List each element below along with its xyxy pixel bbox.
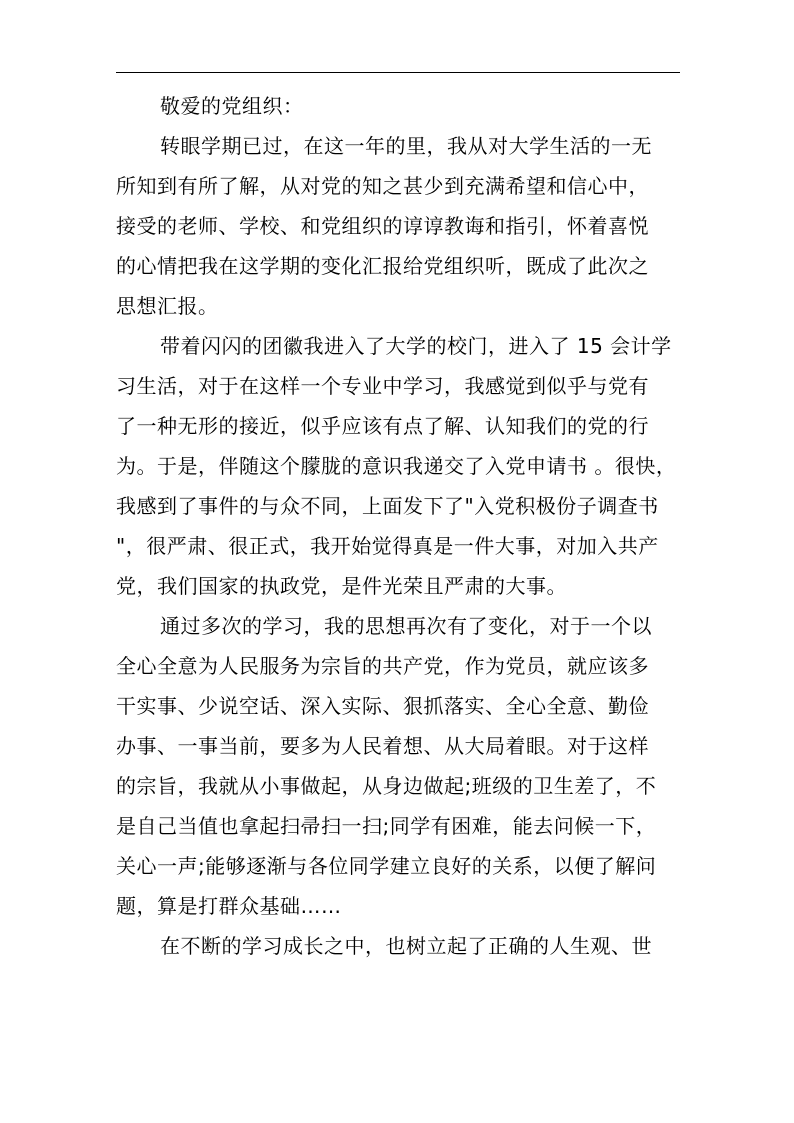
paragraph-line: 的心情把我在这学期的变化汇报给党组织听，既成了此次之 xyxy=(116,254,649,278)
paragraph-line: 我感到了事件的与众不同，上面发下了"入党积极份子调查书 xyxy=(116,494,659,518)
paragraph-line: 习生活，对于在这样一个专业中学习，我感觉到似乎与党有 xyxy=(116,374,649,398)
paragraph-line: 转眼学期已过，在这一年的里，我从对大学生活的一无 xyxy=(160,134,652,158)
paragraph-line: 了一种无形的接近，似乎应该有点了解、认知我们的党的行 xyxy=(116,414,649,438)
paragraph-line: 接受的老师、学校、和党组织的谆谆教诲和指引，怀着喜悦 xyxy=(116,214,649,238)
paragraph-line: 为。于是，伴随这个朦胧的意识我递交了入党申请书 。很快， xyxy=(116,454,677,478)
header-rule xyxy=(116,72,680,73)
paragraph-line: 是自己当值也拿起扫帚扫一扫;同学有困难，能去问候一下， xyxy=(116,814,657,838)
document-body xyxy=(116,86,680,966)
paragraph-line: 题，算是打群众基础…… xyxy=(116,894,342,918)
paragraph-line: 关心一声;能够逐渐与各位同学建立良好的关系，以便了解问 xyxy=(116,854,657,878)
paragraph-line: 思想汇报。 xyxy=(116,294,219,318)
paragraph-3 xyxy=(116,606,680,926)
salutation xyxy=(116,86,680,126)
paragraph-line: 干实事、少说空话、深入实际、狠抓落实、全心全意、勤俭 xyxy=(116,694,649,718)
paragraph-line: "，很严肃、很正式，我开始觉得真是一件大事，对加入共产 xyxy=(116,534,659,558)
paragraph-2 xyxy=(116,326,680,606)
paragraph-line: 通过多次的学习，我的思想再次有了变化，对于一个以 xyxy=(160,614,652,638)
paragraph-line: 党，我们国家的执政党，是件光荣且严肃的大事。 xyxy=(116,574,567,598)
paragraph-line: 在不断的学习成长之中，也树立起了正确的人生观、世 xyxy=(160,934,652,958)
paragraph-line: 带着闪闪的团徽我进入了大学的校门，进入了 15 会计学 xyxy=(160,334,672,358)
paragraph-line: 全心全意为人民服务为宗旨的共产党，作为党员，就应该多 xyxy=(116,654,649,678)
salutation-line: 敬爱的党组织： xyxy=(160,94,304,118)
paragraph-line: 所知到有所了解，从对党的知之甚少到充满希望和信心中， xyxy=(116,174,649,198)
paragraph-4 xyxy=(116,926,680,966)
paragraph-line: 办事、一事当前，要多为人民着想、从大局着眼。对于这样 xyxy=(116,734,649,758)
paragraph-line: 的宗旨，我就从小事做起，从身边做起;班级的卫生差了，不 xyxy=(116,774,657,798)
paragraph-1 xyxy=(116,126,680,326)
